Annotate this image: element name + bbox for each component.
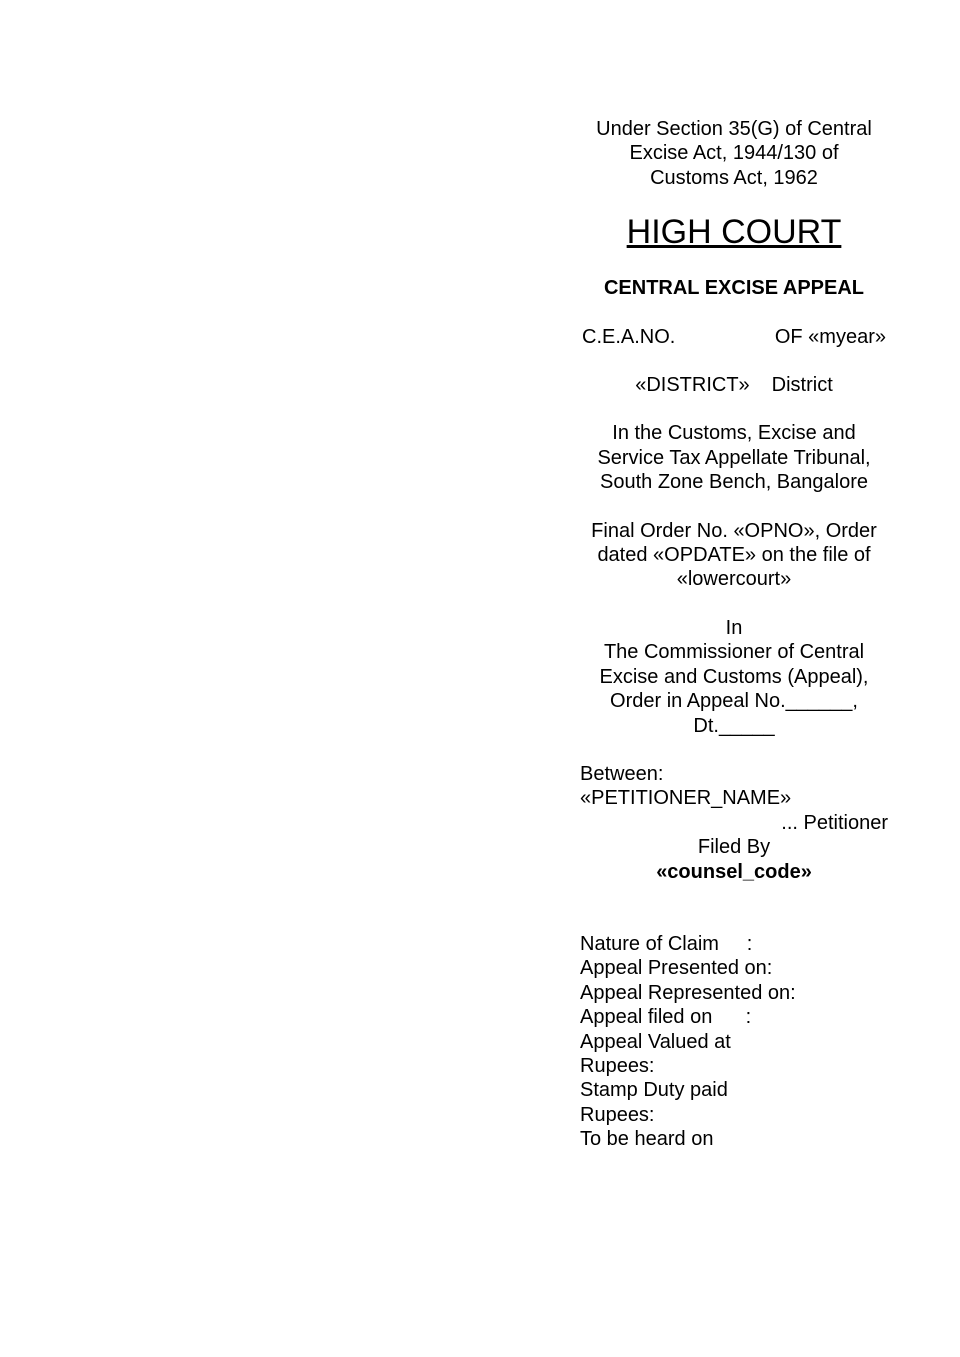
appeal-presented-field: Appeal Presented on: xyxy=(580,957,773,980)
of-year-field: OF «myear» xyxy=(774,325,886,348)
cea-no-label: C.E.A.NO. xyxy=(582,325,676,348)
final-order-block xyxy=(580,519,888,592)
section-reference xyxy=(580,117,888,190)
section-line-1: Under Section 35(G) of Central xyxy=(596,118,872,140)
district-field: «DISTRICT» xyxy=(635,374,750,397)
claim-fields xyxy=(580,932,888,1152)
commissioner-block xyxy=(580,616,888,738)
tribunal-line-2: Service Tax Appellate Tribunal, xyxy=(597,446,871,469)
counsel-code: «counsel_code» xyxy=(656,860,812,883)
between-label: Between: xyxy=(580,762,664,785)
stamp-duty-field: Stamp Duty paid xyxy=(580,1079,728,1102)
tribunal-line-1: In the Customs, Excise and xyxy=(612,422,856,445)
tribunal-block xyxy=(580,421,888,494)
commissioner-line-3: Order in Appeal No.______, xyxy=(610,690,858,713)
tribunal-line-3: South Zone Bench, Bangalore xyxy=(600,471,868,494)
district-row xyxy=(580,373,888,397)
final-order-line-2: dated «OPDATE» on the file of xyxy=(597,544,871,567)
to-be-heard-field: To be heard on xyxy=(580,1128,714,1151)
final-order-line-1: Final Order No. «OPNO», Order xyxy=(591,519,877,542)
filed-by-label: Filed By xyxy=(697,836,771,859)
commissioner-line-4: Dt._____ xyxy=(693,714,775,737)
petitioner-name: «PETITIONER_NAME» xyxy=(580,787,792,810)
commissioner-in: In xyxy=(725,616,743,639)
commissioner-line-2: Excise and Customs (Appeal), xyxy=(599,665,869,688)
section-line-2: Excise Act, 1944/130 of xyxy=(629,142,839,165)
petitioner-label: ... Petitioner xyxy=(781,811,888,834)
parties-block xyxy=(580,762,888,884)
final-order-line-3: «lowercourt» xyxy=(676,568,792,591)
nature-of-claim-field: Nature of Claim : xyxy=(580,932,753,955)
district-label: District xyxy=(771,374,833,397)
appeal-filed-field: Appeal filed on : xyxy=(580,1006,752,1029)
appeal-type: CENTRAL EXCISE APPEAL xyxy=(603,277,865,300)
cover-column xyxy=(580,117,888,1152)
appeal-valued-rupees: Rupees: xyxy=(580,1054,655,1077)
appeal-valued-field: Appeal Valued at xyxy=(580,1030,731,1053)
stamp-duty-rupees: Rupees: xyxy=(580,1103,655,1126)
cea-number-row xyxy=(580,325,888,349)
court-title: HIGH COURT xyxy=(626,213,842,252)
commissioner-line-1: The Commissioner of Central xyxy=(603,641,865,664)
appeal-represented-field: Appeal Represented on: xyxy=(580,981,796,1004)
section-line-3: Customs Act, 1962 xyxy=(650,166,818,189)
